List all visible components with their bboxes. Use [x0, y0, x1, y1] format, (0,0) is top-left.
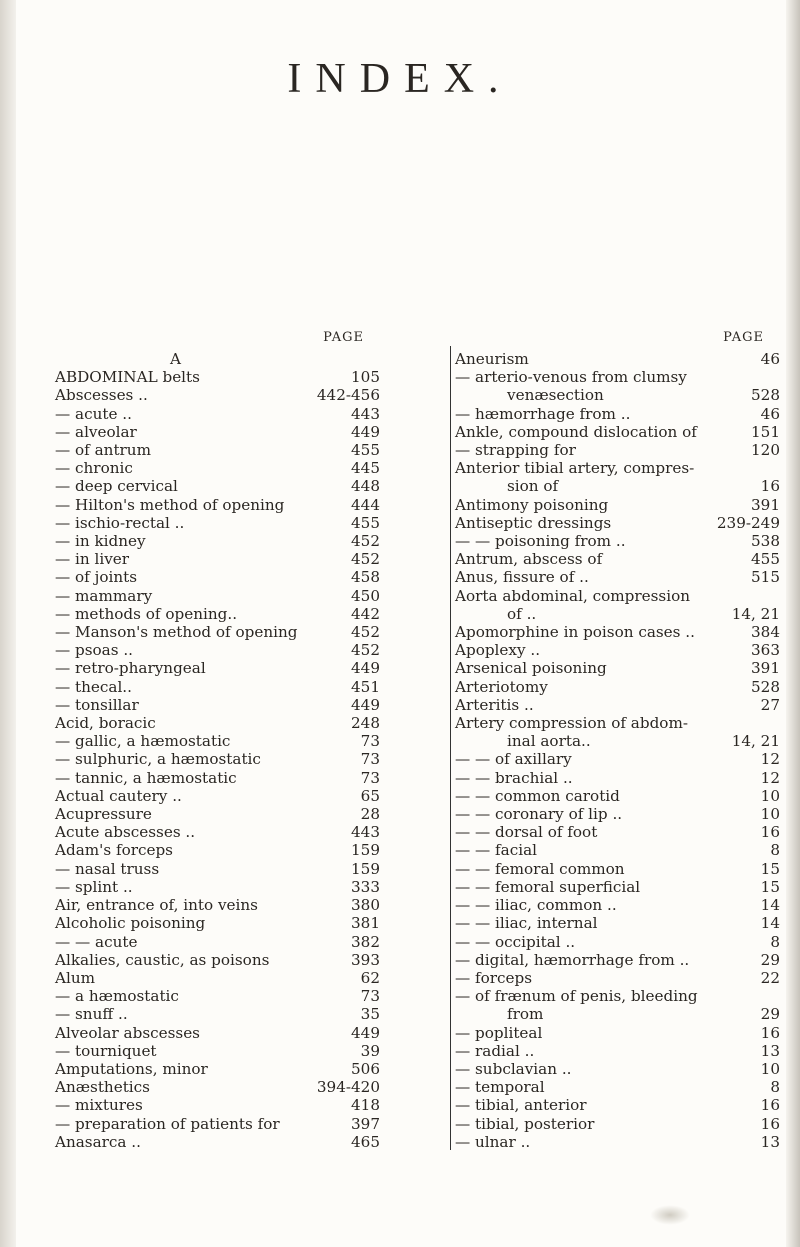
entry-term: — Hilton's method of opening [55, 495, 285, 514]
entry-page-number: 538 [751, 532, 780, 551]
index-entry [55, 568, 380, 586]
index-entry [455, 769, 780, 787]
entry-term: — — iliac, common .. [455, 896, 617, 915]
entry-page-number: 65 [360, 786, 380, 805]
entry-page-number: 528 [751, 677, 780, 696]
entry-page-number: 159 [351, 841, 380, 860]
entry-page-number: 46 [760, 404, 780, 423]
index-entry [55, 459, 380, 477]
index-entry [55, 659, 380, 677]
entry-term: — of antrum [55, 441, 151, 460]
entry-term: — — common carotid [455, 786, 620, 805]
entry-term: Alum [55, 968, 96, 987]
entry-term: — tourniquet [55, 1041, 157, 1060]
entry-term: — of joints [55, 568, 137, 587]
entry-term: — ulnar .. [455, 1132, 531, 1151]
index-entry [55, 1078, 380, 1096]
index-entry [455, 1096, 780, 1114]
entry-page-number: 14, 21 [731, 604, 780, 623]
entry-term: — tannic, a hæmostatic [55, 768, 237, 787]
entry-term: Alveolar abscesses [55, 1023, 200, 1042]
entry-page-number: 449 [351, 659, 380, 678]
entry-term: Antiseptic dressings [455, 513, 612, 532]
index-entry [55, 914, 380, 932]
index-entry [55, 769, 380, 787]
entry-page-number: 73 [360, 987, 380, 1006]
entry-page-number: 16 [760, 1114, 780, 1133]
index-entry [455, 860, 780, 878]
entry-page-number: 452 [351, 550, 380, 569]
index-entry [55, 496, 380, 514]
entry-term: Abscesses .. [55, 386, 148, 405]
entry-term: venæsection [507, 386, 604, 405]
entry-page-number: 528 [751, 386, 780, 405]
entry-term: Arteriotomy [455, 677, 548, 696]
entry-term: Anæsthetics [55, 1078, 150, 1097]
entry-page-number: 449 [351, 695, 380, 714]
entry-term: Acid, boracic [55, 714, 156, 733]
entry-term: — — coronary of lip .. [455, 805, 623, 824]
index-entry [55, 860, 380, 878]
entry-page-number: 455 [351, 513, 380, 532]
index-entry [455, 969, 780, 987]
entry-page-number: 458 [351, 568, 380, 587]
index-entry [55, 1115, 380, 1133]
index-entry [55, 405, 380, 423]
entry-page-number: 73 [360, 750, 380, 769]
index-entry [55, 714, 380, 732]
page-edge [786, 0, 800, 1247]
index-entry [455, 878, 780, 896]
entry-page-number: 16 [760, 1096, 780, 1115]
entry-term: — chronic [55, 459, 133, 478]
index-entry [55, 1096, 380, 1114]
index-entry [455, 714, 780, 732]
entry-term: Actual cautery .. [55, 786, 182, 805]
entry-page-number: 506 [351, 1059, 380, 1078]
entry-term: — arterio-venous from clumsy [455, 368, 687, 387]
index-entry [455, 696, 780, 714]
entry-page-number: 452 [351, 623, 380, 642]
index-entry [455, 987, 780, 1005]
entry-term: Apomorphine in poison cases .. [455, 623, 695, 642]
entry-term: Arteritis .. [455, 695, 534, 714]
entry-term: Apoplexy .. [455, 641, 541, 660]
entry-term: Arsenical poisoning [455, 659, 607, 678]
entry-term: Ankle, compound dislocation of [455, 422, 697, 441]
entry-page-number: 465 [351, 1132, 380, 1151]
entry-page-number: 62 [360, 968, 380, 987]
index-entry [55, 896, 380, 914]
index-entry [455, 678, 780, 696]
index-entry [55, 787, 380, 805]
index-entry [55, 423, 380, 441]
entry-page-number: 381 [351, 914, 380, 933]
entry-page-number: 10 [760, 1059, 780, 1078]
index-entry [455, 550, 780, 568]
entry-page-number: 394-420 [316, 1078, 380, 1097]
entry-page-number: 22 [760, 968, 780, 987]
section-letter [55, 350, 380, 368]
entry-term: — — dorsal of foot [455, 823, 598, 842]
index-entry [55, 641, 380, 659]
index-entry [455, 386, 780, 404]
entry-term: of .. [507, 604, 537, 623]
entry-page-number: 15 [760, 877, 780, 896]
index-entry [55, 1005, 380, 1023]
entry-page-number: 28 [360, 805, 380, 824]
entry-page-number: 449 [351, 1023, 380, 1042]
index-entry [455, 350, 780, 368]
entry-term: — alveolar [55, 422, 137, 441]
entry-page-number: 384 [751, 623, 780, 642]
entry-term: Aneurism [455, 350, 529, 368]
index-entry [455, 659, 780, 677]
entry-term: — tonsillar [55, 695, 139, 714]
index-entry [455, 951, 780, 969]
entry-term: — digital, hæmorrhage from .. [455, 950, 690, 969]
index-entry [55, 623, 380, 641]
entry-term: — a hæmostatic [55, 987, 179, 1006]
index-entry [55, 933, 380, 951]
entry-term: — mixtures [55, 1096, 143, 1115]
index-entry [55, 1024, 380, 1042]
entry-page-number: 120 [751, 441, 780, 460]
index-entry [455, 605, 780, 623]
index-entry [55, 951, 380, 969]
index-entry [455, 441, 780, 459]
index-entry [455, 496, 780, 514]
index-entry [455, 641, 780, 659]
entry-page-number: 442-456 [316, 386, 380, 405]
entry-term: — — poisoning from .. [455, 532, 626, 551]
index-entry [55, 587, 380, 605]
entry-term: — temporal [455, 1078, 545, 1097]
entry-page-number: 14 [760, 896, 780, 915]
entry-term: ABDOMINAL belts [55, 368, 200, 387]
entry-term: — subclavian .. [455, 1059, 572, 1078]
entry-page-number: 455 [751, 550, 780, 569]
entry-term: Anterior tibial artery, compres- [455, 459, 695, 478]
entry-page-number: 16 [760, 1023, 780, 1042]
entry-term: — retro-pharyngeal [55, 659, 206, 678]
entry-term: — ischio-rectal .. [55, 513, 185, 532]
entry-term: — methods of opening.. [55, 604, 238, 623]
entry-page-number: 449 [351, 422, 380, 441]
entry-term: Alkalies, caustic, as poisons [55, 950, 270, 969]
entry-term: — — occipital .. [455, 932, 576, 951]
index-entry [455, 896, 780, 914]
index-column-right [455, 330, 780, 1151]
entry-term: — thecal.. [55, 677, 132, 696]
entry-page-number: 12 [760, 750, 780, 769]
entry-page-number: 8 [770, 1078, 780, 1097]
entry-term: — deep cervical [55, 477, 178, 496]
index-entry [55, 805, 380, 823]
entry-page-number: 442 [351, 604, 380, 623]
index-entry [455, 514, 780, 532]
entry-page-number: 444 [351, 495, 380, 514]
entry-term: Amputations, minor [55, 1059, 208, 1078]
entry-term: — — of axillary [455, 750, 572, 769]
index-entry [55, 514, 380, 532]
index-entry [455, 459, 780, 477]
entry-page-number: 151 [751, 422, 780, 441]
index-entry [455, 823, 780, 841]
entry-page-number: 105 [351, 368, 380, 387]
entry-term: — — iliac, internal [455, 914, 598, 933]
index-entry [55, 368, 380, 386]
index-entry [55, 732, 380, 750]
entry-term: — sulphuric, a hæmostatic [55, 750, 261, 769]
index-entry [55, 969, 380, 987]
entry-term: Acupressure [55, 805, 152, 824]
entry-page-number: 363 [751, 641, 780, 660]
entry-page-number: 73 [360, 732, 380, 751]
entry-page-number: 27 [760, 695, 780, 714]
entry-page-number: 8 [770, 932, 780, 951]
entry-page-number: 14, 21 [731, 732, 780, 751]
entry-page-number: 397 [351, 1114, 380, 1133]
entry-page-number: 16 [760, 477, 780, 496]
entry-page-number: 448 [351, 477, 380, 496]
index-entry [55, 532, 380, 550]
index-entry [455, 750, 780, 768]
index-entry [455, 368, 780, 386]
entry-page-number: 159 [351, 859, 380, 878]
entry-page-number: 452 [351, 641, 380, 660]
index-entry [55, 987, 380, 1005]
index-entry-list [455, 350, 780, 1151]
entry-page-number: 452 [351, 532, 380, 551]
entry-page-number: 382 [351, 932, 380, 951]
entry-term: — nasal truss [55, 859, 160, 878]
entry-page-number: 445 [351, 459, 380, 478]
entry-term: Anus, fissure of .. [455, 568, 589, 587]
entry-page-number: 451 [351, 677, 380, 696]
entry-page-number: 12 [760, 768, 780, 787]
index-entry [455, 423, 780, 441]
page-column-label: PAGE [723, 330, 764, 345]
entry-term: — preparation of patients for [55, 1114, 280, 1133]
entry-term: — snuff .. [55, 1005, 128, 1024]
index-entry [55, 441, 380, 459]
entry-term: inal aorta.. [507, 732, 591, 751]
entry-term: Artery compression of abdom- [455, 714, 688, 733]
entry-term: — — facial [455, 841, 537, 860]
entry-term: Adam's forceps [55, 841, 173, 860]
entry-term: Anasarca .. [55, 1132, 141, 1151]
index-entry [55, 841, 380, 859]
entry-page-number: 35 [360, 1005, 380, 1024]
index-entry [455, 568, 780, 586]
entry-term: — in liver [55, 550, 130, 569]
entry-page-number: 393 [351, 950, 380, 969]
entry-term: — Manson's method of opening [55, 623, 298, 642]
entry-term: — strapping for [455, 441, 576, 460]
index-entry [55, 823, 380, 841]
entry-page-number: 455 [351, 441, 380, 460]
entry-term: — splint .. [55, 877, 133, 896]
entry-term: — — brachial .. [455, 768, 573, 787]
index-entry [455, 405, 780, 423]
entry-page-number: 333 [351, 877, 380, 896]
entry-term: — of frænum of penis, bleeding [455, 987, 698, 1006]
entry-page-number: 443 [351, 823, 380, 842]
index-entry [55, 1133, 380, 1151]
index-entry-list [55, 350, 380, 1151]
index-entry [455, 1078, 780, 1096]
entry-page-number: 443 [351, 404, 380, 423]
index-entry [55, 750, 380, 768]
index-entry [55, 1042, 380, 1060]
entry-page-number: 248 [351, 714, 380, 733]
index-entry [455, 1060, 780, 1078]
entry-term: — gallic, a hæmostatic [55, 732, 231, 751]
index-entry [455, 1024, 780, 1042]
entry-term: — tibial, posterior [455, 1114, 595, 1133]
entry-page-number: 450 [351, 586, 380, 605]
entry-page-number: 15 [760, 859, 780, 878]
entry-term: A [170, 350, 181, 368]
entry-term: Antrum, abscess of [455, 550, 603, 569]
entry-term: — in kidney [55, 532, 146, 551]
entry-page-number: 46 [760, 350, 780, 368]
entry-term: — — acute [55, 932, 138, 951]
entry-page-number: 391 [751, 659, 780, 678]
entry-term: — psoas .. [55, 641, 134, 660]
index-entry [455, 1042, 780, 1060]
column-divider [450, 346, 451, 1150]
index-entry [55, 696, 380, 714]
entry-page-number: 10 [760, 786, 780, 805]
entry-term: — forceps [455, 968, 533, 987]
entry-page-number: 239-249 [716, 513, 780, 532]
entry-term: — mammary [55, 586, 153, 605]
entry-term: — tibial, anterior [455, 1096, 587, 1115]
entry-page-number: 418 [351, 1096, 380, 1115]
index-entry [455, 587, 780, 605]
entry-term: — — femoral superficial [455, 877, 641, 896]
index-entry [455, 732, 780, 750]
index-entry [55, 477, 380, 495]
index-entry [455, 787, 780, 805]
entry-page-number: 16 [760, 823, 780, 842]
entry-page-number: 13 [760, 1041, 780, 1060]
page-column-label: PAGE [323, 330, 364, 345]
entry-page-number: 29 [760, 1005, 780, 1024]
paper-stain [650, 1205, 690, 1225]
index-entry [455, 914, 780, 932]
entry-term: — acute .. [55, 404, 132, 423]
index-entry [55, 1060, 380, 1078]
index-entry [455, 477, 780, 495]
index-entry [455, 1133, 780, 1151]
entry-term: — — femoral common [455, 859, 625, 878]
entry-page-number: 73 [360, 768, 380, 787]
index-entry [455, 1115, 780, 1133]
index-entry [455, 841, 780, 859]
index-entry [455, 623, 780, 641]
entry-page-number: 515 [751, 568, 780, 587]
index-column-left [55, 330, 380, 1151]
entry-page-number: 380 [351, 896, 380, 915]
index-entry [455, 1005, 780, 1023]
entry-page-number: 391 [751, 495, 780, 514]
entry-page-number: 14 [760, 914, 780, 933]
entry-page-number: 29 [760, 950, 780, 969]
page-title: INDEX. [287, 56, 513, 103]
index-entry [455, 532, 780, 550]
entry-term: — popliteal [455, 1023, 543, 1042]
entry-term: from [507, 1005, 544, 1024]
entry-term: Air, entrance of, into veins [55, 896, 258, 915]
index-entry [55, 386, 380, 404]
index-entry [455, 933, 780, 951]
index-entry [55, 605, 380, 623]
entry-page-number: 39 [360, 1041, 380, 1060]
index-entry [55, 878, 380, 896]
entry-term: Acute abscesses .. [55, 823, 196, 842]
index-entry [55, 550, 380, 568]
entry-term: Antimony poisoning [455, 495, 609, 514]
entry-term: Alcoholic poisoning [55, 914, 206, 933]
index-entry [455, 805, 780, 823]
entry-page-number: 8 [770, 841, 780, 860]
entry-term: Aorta abdominal, compression [455, 586, 690, 605]
entry-term: — hæmorrhage from .. [455, 404, 631, 423]
book-gutter [0, 0, 16, 1247]
entry-term: sion of [507, 477, 559, 496]
index-entry [55, 678, 380, 696]
entry-page-number: 13 [760, 1132, 780, 1151]
entry-page-number: 10 [760, 805, 780, 824]
entry-term: — radial .. [455, 1041, 535, 1060]
